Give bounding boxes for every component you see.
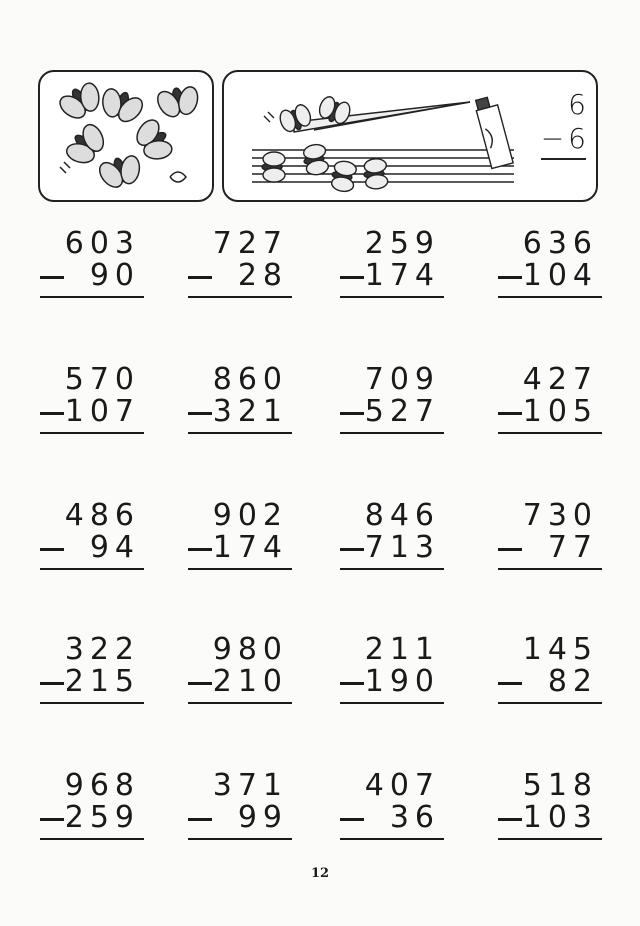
minuend: 603	[64, 226, 140, 261]
minus-sign	[188, 412, 212, 415]
subtrahend: 82	[547, 664, 598, 699]
minus-sign	[498, 682, 522, 685]
problem-15	[340, 634, 444, 714]
problem-5	[40, 364, 144, 444]
minus-sign	[40, 818, 64, 821]
minuend: 407	[364, 768, 440, 803]
answer-line	[340, 432, 444, 434]
answer-line	[340, 296, 444, 298]
minus-sign	[40, 276, 64, 279]
minus-sign	[498, 412, 522, 415]
minuend: 730	[522, 498, 598, 533]
subtrahend: 94	[89, 530, 140, 565]
problem-11	[340, 500, 444, 580]
subtrahend: 259	[64, 800, 140, 835]
problem-9	[40, 500, 144, 580]
subtrahend: 103	[522, 800, 598, 835]
problem-12	[498, 500, 602, 580]
flies-icon	[40, 72, 214, 202]
answer-line	[40, 296, 144, 298]
subtrahend: 190	[364, 664, 440, 699]
subtrahend: 174	[364, 258, 440, 293]
minus-sign	[340, 548, 364, 551]
minuend: 968	[64, 768, 140, 803]
problem-6	[188, 364, 292, 444]
minus-sign	[498, 276, 522, 279]
answer-line	[498, 838, 602, 840]
minuend: 211	[364, 632, 440, 667]
minuend: 860	[212, 362, 288, 397]
minuend: 980	[212, 632, 288, 667]
sample-top: 6	[568, 88, 586, 121]
minuend: 259	[364, 226, 440, 261]
subtrahend: 215	[64, 664, 140, 699]
minus-sign	[40, 682, 64, 685]
minus-sign	[498, 548, 522, 551]
problem-16	[498, 634, 602, 714]
subtrahend: 90	[89, 258, 140, 293]
problem-19	[340, 770, 444, 850]
subtrahend: 174	[212, 530, 288, 565]
minuend: 518	[522, 768, 598, 803]
problem-13	[40, 634, 144, 714]
minuend: 322	[64, 632, 140, 667]
subtrahend: 77	[547, 530, 598, 565]
subtrahend: 105	[522, 394, 598, 429]
answer-line	[40, 838, 144, 840]
spray-panel	[222, 70, 598, 202]
minus-sign	[188, 682, 212, 685]
answer-line	[188, 838, 292, 840]
problem-17	[40, 770, 144, 850]
minus-sign	[340, 682, 364, 685]
problem-20	[498, 770, 602, 850]
subtrahend: 36	[389, 800, 440, 835]
minuend: 846	[364, 498, 440, 533]
subtrahend: 210	[212, 664, 288, 699]
minuend: 145	[522, 632, 598, 667]
subtrahend: 107	[64, 394, 140, 429]
subtrahend: 28	[237, 258, 288, 293]
answer-line	[40, 702, 144, 704]
answer-line	[340, 568, 444, 570]
flies-panel	[38, 70, 214, 202]
minuend: 570	[64, 362, 140, 397]
answer-line	[340, 838, 444, 840]
problem-8	[498, 364, 602, 444]
sample-operator: −	[540, 122, 565, 155]
problem-4	[498, 228, 602, 308]
subtrahend: 713	[364, 530, 440, 565]
minuend: 709	[364, 362, 440, 397]
subtrahend: 104	[522, 258, 598, 293]
answer-line	[498, 702, 602, 704]
subtrahend: 527	[364, 394, 440, 429]
problem-3	[340, 228, 444, 308]
answer-line	[498, 568, 602, 570]
minuend: 371	[212, 768, 288, 803]
minus-sign	[188, 548, 212, 551]
minuend: 727	[212, 226, 288, 261]
answer-line	[188, 568, 292, 570]
minus-sign	[340, 818, 364, 821]
answer-line	[188, 432, 292, 434]
problem-18	[188, 770, 292, 850]
answer-line	[498, 432, 602, 434]
minus-sign	[40, 412, 64, 415]
minuend: 486	[64, 498, 140, 533]
problem-1	[40, 228, 144, 308]
problem-14	[188, 634, 292, 714]
page-number: 12	[310, 866, 330, 881]
subtrahend: 99	[237, 800, 288, 835]
minus-sign	[188, 818, 212, 821]
answer-line	[340, 702, 444, 704]
minuend: 427	[522, 362, 598, 397]
problem-10	[188, 500, 292, 580]
minus-sign	[188, 276, 212, 279]
subtrahend: 321	[212, 394, 288, 429]
minuend: 902	[212, 498, 288, 533]
sample-bottom: 6	[568, 122, 586, 155]
problem-7	[340, 364, 444, 444]
sample-bottom-row	[541, 122, 586, 160]
answer-line	[40, 432, 144, 434]
answer-line	[188, 702, 292, 704]
answer-line	[40, 568, 144, 570]
minus-sign	[498, 818, 522, 821]
sample-problem	[541, 88, 586, 160]
answer-line	[498, 296, 602, 298]
minus-sign	[340, 412, 364, 415]
answer-line	[188, 296, 292, 298]
minus-sign	[40, 548, 64, 551]
problem-2	[188, 228, 292, 308]
minuend: 636	[522, 226, 598, 261]
minus-sign	[340, 276, 364, 279]
